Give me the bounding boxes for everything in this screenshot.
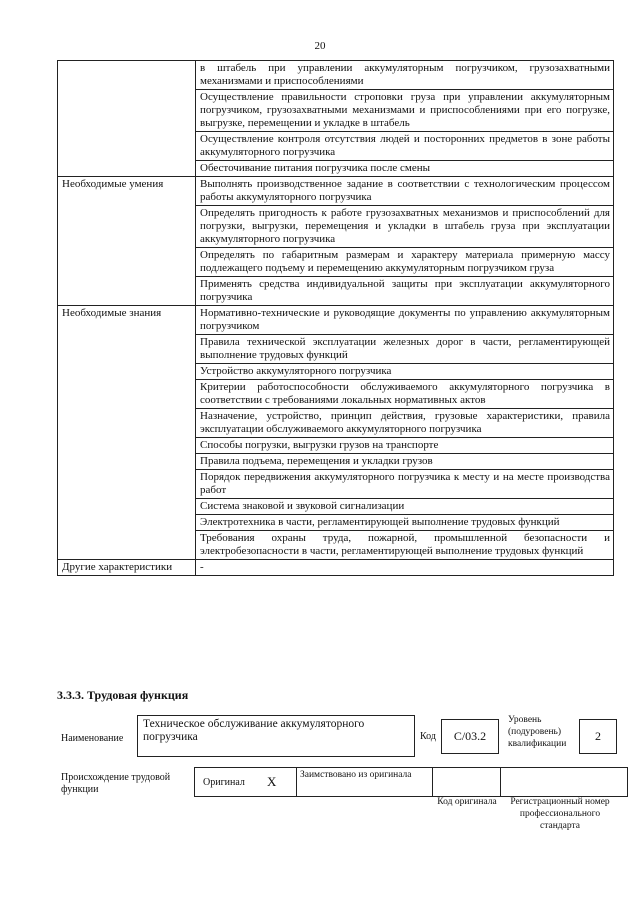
divider [432,767,433,796]
other-value: - [196,560,614,576]
table-row [58,61,614,90]
table-row [58,454,614,470]
page-number: 20 [314,40,326,52]
original-mark: X [267,774,277,789]
table-cell: Способы погрузки, выгрузки грузов на транспорте [196,438,614,454]
table-cell: Обесточивание питания погрузчика после смены [196,161,614,177]
table-cell: Выполнять производственное задание в соответствии с технологическим процессом работы аккумуляторного погрузчика [196,177,614,206]
skills-label: Необходимые умения [58,177,196,206]
table-row [58,306,614,335]
table-row [58,515,614,531]
table-row [58,161,614,177]
table-cell: Нормативно-технические и руководящие документы по управлению аккумуляторным погрузчиком [196,306,614,335]
code-label: Код [420,731,436,742]
table-row [58,90,614,132]
code-value: С/03.2 [441,719,499,754]
reg-number-label: Регистрационный номер профессионального стандарта [510,797,610,831]
origin-label: Происхождение трудовой функции [61,772,171,795]
table-row [58,499,614,515]
table-cell: Определять по габаритным размерам и характеру материала примерную массу подлежащего подъему и перемещению аккумуляторным погрузчиком груза [196,248,614,277]
table-cell: Назначение, устройство, принцип действия, грузовые характеристики, правила эксплуатации обслуживаемого аккумуляторного погрузчика [196,409,614,438]
other-label: Другие характеристики [58,560,196,576]
original-label: Оригинал [203,777,245,788]
name-box [137,715,415,757]
table-cell: Устройство аккумуляторного погрузчика [196,364,614,380]
table-row [58,277,614,306]
table-row [58,438,614,454]
table-row [58,380,614,409]
section-heading: 3.3.3. Трудовая функция [57,688,189,702]
table-cell: Электротехника в части, регламентирующей выполнение трудовых функций [196,515,614,531]
table-row [58,177,614,206]
divider [500,767,501,796]
table-row [58,409,614,438]
table-cell: Порядок передвижения аккумуляторного погрузчика к месту и на месте производства работ [196,470,614,499]
table-cell: Определять пригодность к работе грузозахватных механизмов и приспособлений для погрузки, выгрузки, перемещения и укладки в штабель груза при эксплуатации аккумуляторного погрузчика [196,206,614,248]
table-row [58,132,614,161]
table-cell: Критерии работоспособности обслуживаемого аккумуляторного погрузчика в соответствии с требованиями локальных нормативных актов [196,380,614,409]
name-label: Наименование [61,733,124,744]
level-value: 2 [579,719,617,754]
name-value: Техническое обслуживание аккумуляторного погрузчика [143,718,365,743]
table-row [58,470,614,499]
table-cell: Правила подъема, перемещения и укладки грузов [196,454,614,470]
table-row [58,335,614,364]
table-row [58,206,614,248]
table-row [58,364,614,380]
table-row [58,531,614,560]
table-cell: Применять средства индивидуальной защиты при эксплуатации аккумуляторного погрузчика [196,277,614,306]
table-cell: Правила технической эксплуатации железных дорог в части, регламентирующей выполнение трудовых функций [196,335,614,364]
table-cell: в штабель при управлении аккумуляторным погрузчиком, грузозахватными механизмами и приспособлениями [196,61,614,90]
origin-code-label: Код оригинала [437,797,497,807]
table-row [58,560,614,576]
table-cell: Осуществление контроля отсутствия людей и посторонних предметов в зоне работы аккумуляторного погрузчика [196,132,614,161]
table-cell: Требования охраны труда, пожарной, промышленной безопасности и электробезопасности в части, регламентирующей выполнение трудовых функций [196,531,614,560]
level-label: Уровень (подуровень) квалификации [508,715,567,749]
requirements-table [57,60,614,576]
borrowed-label: Заимствовано из оригинала [300,770,412,780]
table-cell: Осуществление правильности строповки груза при управлении аккумуляторным погрузчиком, грузозахватными механизмами и приспособлениями при его погрузке, выгрузке, перемещении и укладке в штабель [196,90,614,132]
table-row [58,248,614,277]
knowledge-label: Необходимые знания [58,306,196,335]
table-cell: Система знаковой и звуковой сигнализации [196,499,614,515]
divider [296,767,297,796]
